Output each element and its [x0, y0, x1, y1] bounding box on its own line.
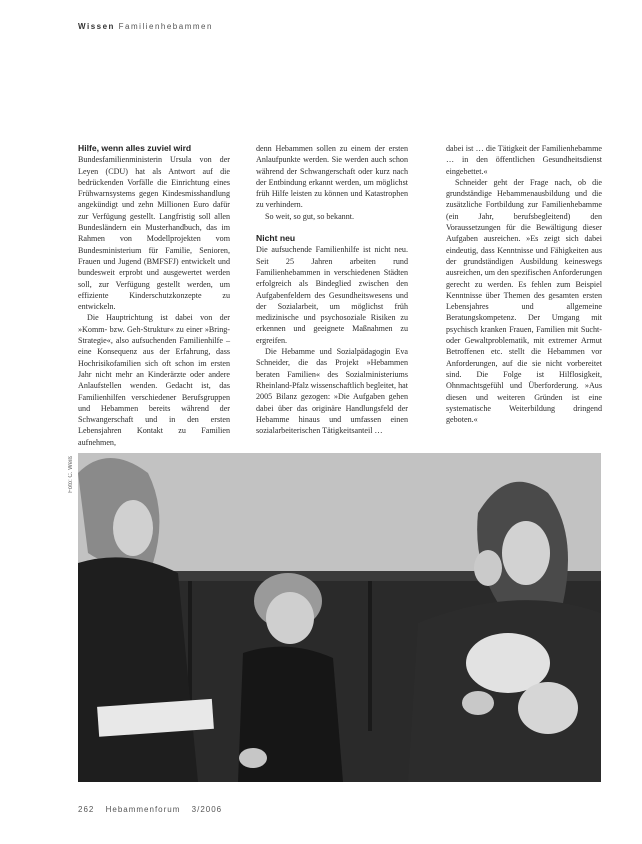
journal-issue: 3/2006	[191, 805, 223, 814]
article-photo	[78, 453, 601, 782]
paragraph: Die aufsuchende Familienhilfe ist nicht neu. Seit 25 Jahren arbeiten rund Familienhebammen in verschiedenen Städten erfolgreich als Bindeglied zwischen den Aufgabenfeldern des Gesundheitswesens und der Sozialarbeit, um möglichst früh medizinische und psychosoziale Risiken zu erkennen und geeignete Maßnahmen zu ergreifen.	[256, 245, 408, 345]
paragraph: Die Hauptrichtung ist dabei von der »Komm- bzw. Geh-Struktur« zu einer »Bring-Strategie«, also aufsuchenden Familienhilfe – eine Konsequenz aus der Erfahrung, dass Hochrisikofamilien sich oft schon im ersten Jahr nicht mehr an Kinderärzte oder andere Anlaufstellen wenden. Gedacht ist, das Familienhilfen verschiedener Berufsgruppen und Hebammen bereits während der Schwangerschaft und in den ersten Lebensjahren Kontakt zu Familien aufnehmen,	[78, 313, 230, 447]
paragraph: Bundesfamilienministerin Ursula von der Leyen (CDU) hat als Antwort auf die bedrückenden Vorfälle die Einrichtung eines Frühwarnsystems gegen Kindesmisshandlung angekündigt und zehn Millionen Euro dafür zur Verfügung gestellt. Langfristig soll allen Bundesländern ein Musterhandbuch, das im Rahmen von Modellprojekten vom Bundesministerium für Familie, Senioren, Frauen und Jugend (BMFSFJ) entwickelt und bundesweit erprobt und ausgewertet werden soll, zur Verfügung gestellt werden, um effiziente Kinderschutzkonzepte zu entwickeln.	[78, 155, 230, 312]
page-number: 262	[78, 805, 95, 814]
running-header	[78, 22, 213, 31]
paragraph: Die Hebamme und Sozialpädagogin Eva Schneider, die das Projekt »Hebammen beraten Familien« des Sozialministeriums Rheinland-Pfalz wissenschaftlich begleitet, hat 2005 Bilanz gezogen: »Die Aufgaben gehen dabei über das originäre Handlungsfeld der Hebamme hinaus und umfassen einen sozialarbeiterischen Tätigkeitsanteil …	[256, 347, 408, 436]
section-label: Wissen	[78, 22, 115, 31]
column-2	[256, 143, 408, 436]
photo-credit: Foto: C. Weiß	[68, 456, 74, 493]
paragraph: dabei ist … die Tätigkeit der Familienhebamme … in den öffentlichen Gesundheitsdienst eingebettet.«	[446, 144, 602, 176]
column-3	[446, 143, 602, 425]
section-heading: Nicht neu	[256, 233, 296, 244]
subsection-label: Familienhebammen	[118, 22, 213, 31]
photo-illustration	[78, 453, 601, 782]
paragraph: denn Hebammen sollen zu einem der ersten Anlaufpunkte werden. Sie werden auch schon während der Schwangerschaft oder kurz nach der Entbindung erkannt werden, um möglichst früh Hilfe leisten zu können und Katastrophen zu verhindern.	[256, 144, 408, 210]
page-footer	[78, 805, 230, 814]
paragraph: Schneider geht der Frage nach, ob die grundständige Hebammenausbildung und die zusätzliche Fortbildung zur Familienhebamme (ein Jahr, berufsbegleitend) den Voraussetzungen für die Bewältigung dieser Aufgaben ausreichen. »Es zeigt sich dabei eindeutig, dass Kenntnisse und Fähigkeiten aus der grundständigen Ausbildung keineswegs ausreichen, um den spezifischen Anforderungen gerecht zu werden. Es fehlen zum Beispiel Kenntnisse über Themen des gesamten ersten Lebensjahres und allgemeine Beratungskompetenz. Der Umgang mit psychisch kranken Frauen, Familien mit Sucht- oder Gewaltproblematik, mit extremer Armut Betroffenen etc. stellt die Hebammen vor Anforderungen, auf die sie nicht vorbereitet sind. Die Folge ist Hilflosigkeit, Ohnmachtsgefühl und Überforderung. »Aus diesen und weiteren Gründen ist eine systematische Weiterbildung dringend geboten.«	[446, 177, 602, 425]
journal-name: Hebammenforum	[105, 805, 181, 814]
paragraph: So weit, so gut, so bekannt.	[265, 211, 355, 221]
section-heading: Hilfe, wenn alles zuviel wird	[78, 143, 192, 153]
column-1	[78, 143, 230, 448]
